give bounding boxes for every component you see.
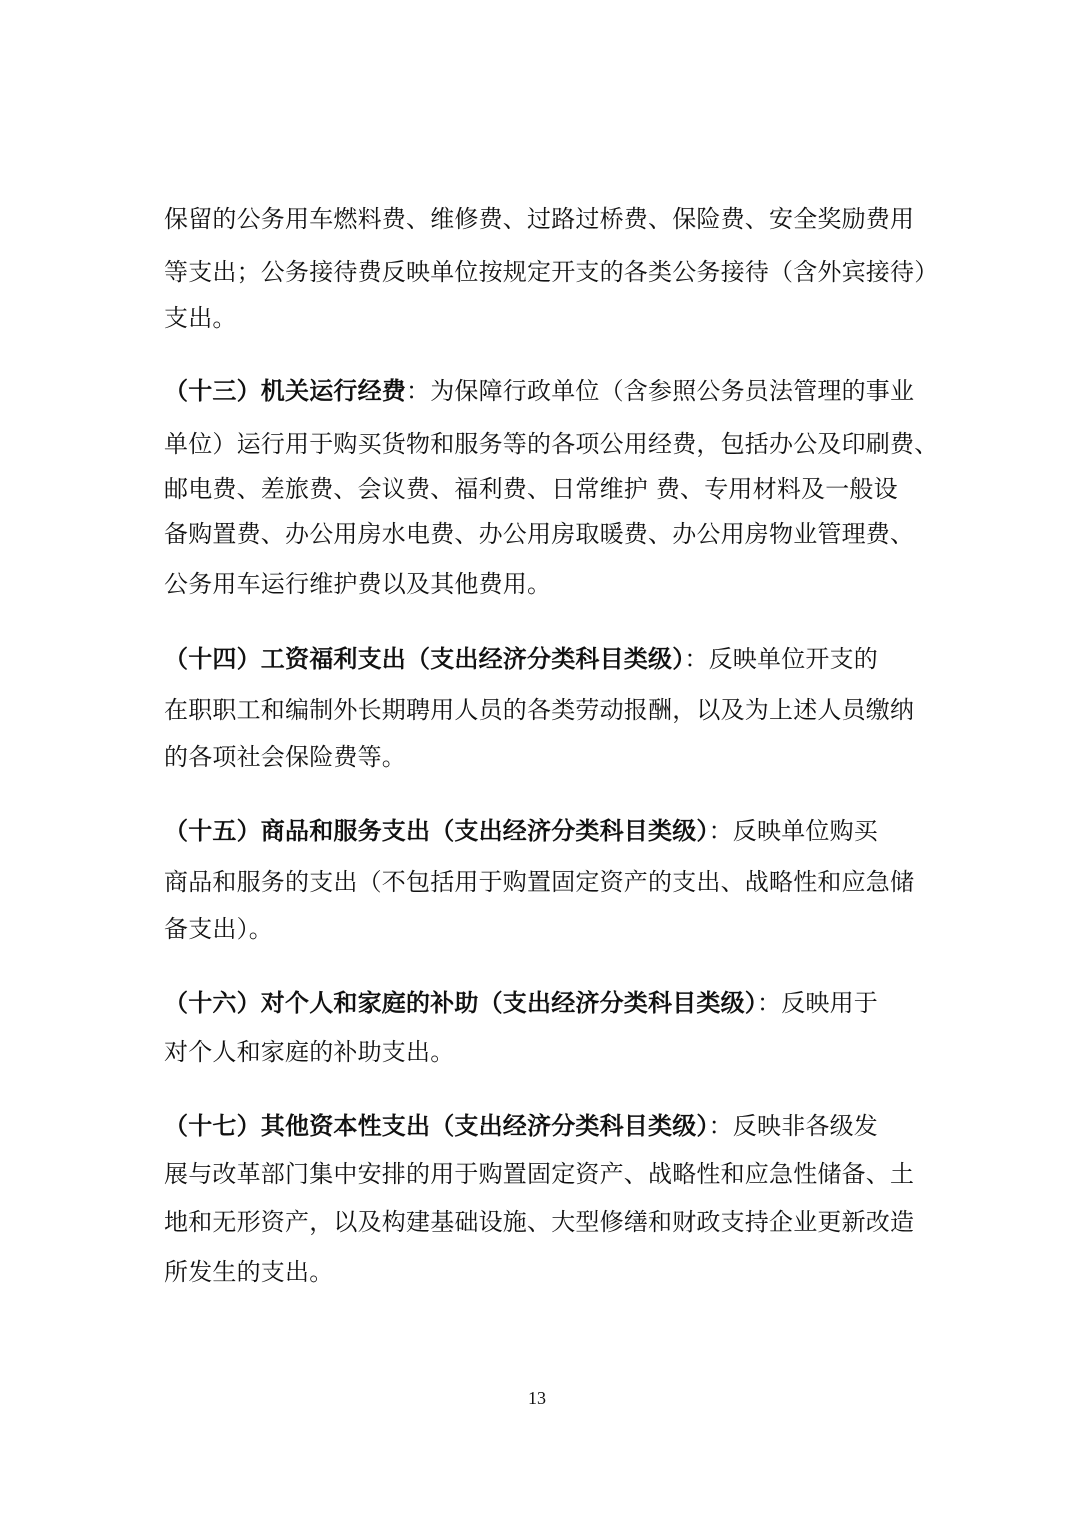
section-heading: （十七）其他资本性支出（支出经济分类科目类级） <box>164 1111 709 1140</box>
text-line: 邮电费、差旅费、会议费、福利费、日常维护 费、专用材料及一般设 <box>164 475 898 503</box>
text-line: 在职职工和编制外长期聘用人员的各类劳动报酬，以及为上述人员缴纳 <box>164 696 915 724</box>
text-line: 备购置费、办公用房水电费、办公用房取暖费、办公用房物业管理费、 <box>164 520 915 548</box>
page-number: 13 <box>528 1388 546 1408</box>
section-heading: （十三）机关运行经费 <box>164 376 406 405</box>
section-text: ：反映单位购买 <box>708 817 879 845</box>
text-line <box>164 643 878 675</box>
text-line <box>164 1110 878 1142</box>
section-heading: （十六）对个人和家庭的补助（支出经济分类科目类级） <box>164 988 757 1017</box>
section-heading: （十四）工资福利支出（支出经济分类科目类级） <box>164 644 685 673</box>
text-line: 保留的公务用车燃料费、维修费、过路过桥费、保险费、安全奖励费用 <box>164 205 915 233</box>
section-text: ：为保障行政单位（含参照公务员法管理的事业 <box>406 377 915 405</box>
section-heading: （十五）商品和服务支出（支出经济分类科目类级） <box>164 816 709 845</box>
section-text: ：反映单位开支的 <box>684 645 879 673</box>
text-line: 支出。 <box>164 304 237 332</box>
text-line <box>164 815 878 847</box>
text-line: 备支出）。 <box>164 915 273 943</box>
text-line <box>164 375 914 407</box>
text-line: 地和无形资产，以及构建基础设施、大型修缮和财政支持企业更新改造 <box>164 1208 915 1236</box>
text-line: 所发生的支出。 <box>164 1258 334 1286</box>
text-line: 等支出；公务接待费反映单位按规定开支的各类公务接待（含外宾接待） <box>164 258 939 286</box>
text-line: 对个人和家庭的补助支出。 <box>164 1038 455 1066</box>
text-line: 公务用车运行维护费以及其他费用。 <box>164 570 552 598</box>
text-line <box>164 987 878 1019</box>
section-text: ：反映用于 <box>757 989 878 1017</box>
text-line: 单位）运行用于购买货物和服务等的各项公用经费，包括办公及印刷费、 <box>164 430 939 458</box>
text-line: 商品和服务的支出（不包括用于购置固定资产的支出、战略性和应急储 <box>164 868 915 896</box>
text-line: 的各项社会保险费等。 <box>164 743 406 771</box>
text-line: 展与改革部门集中安排的用于购置固定资产、战略性和应急性储备、土 <box>164 1160 915 1188</box>
section-text: ：反映非各级发 <box>708 1112 879 1140</box>
